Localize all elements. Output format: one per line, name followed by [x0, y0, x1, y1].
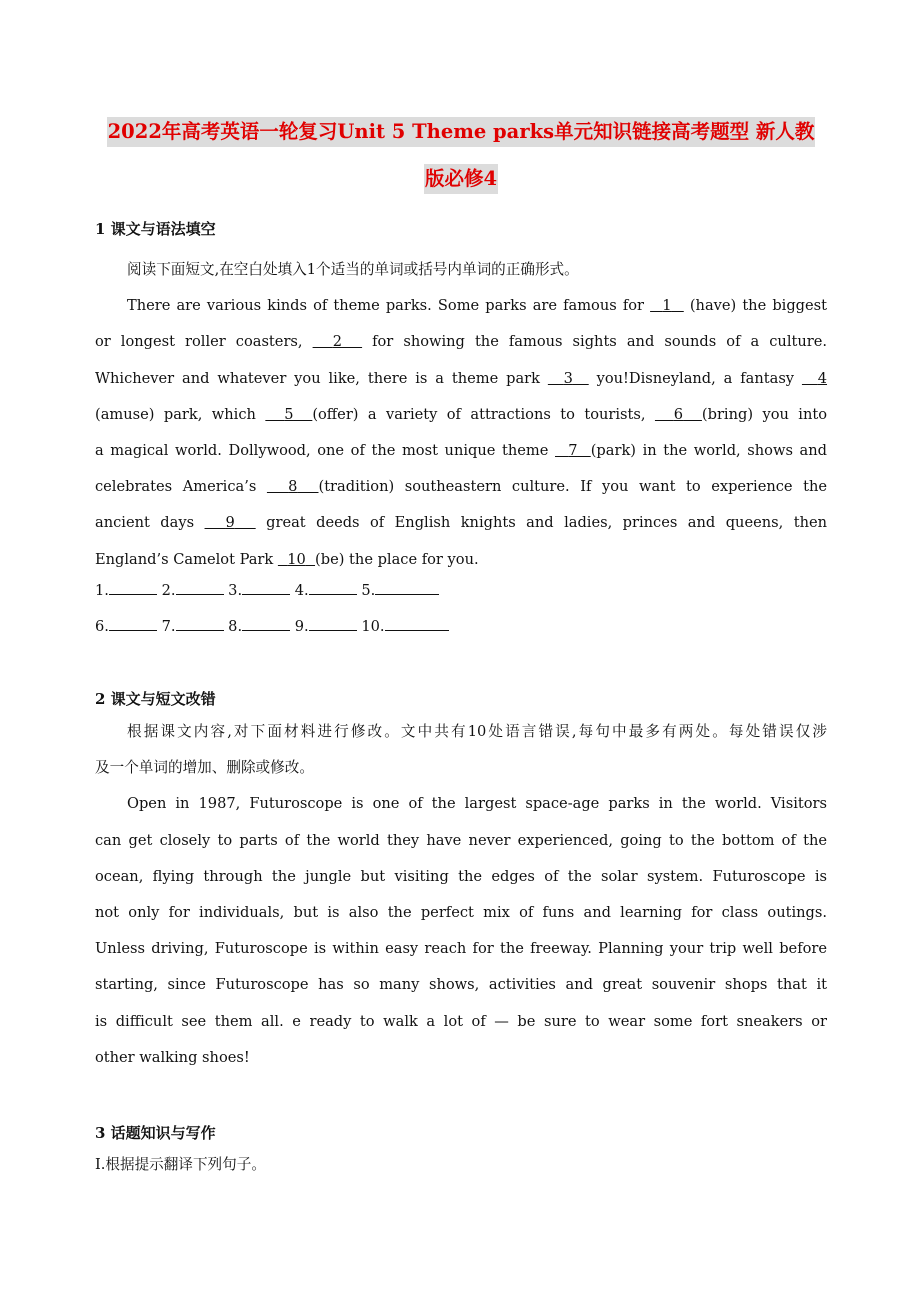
section-1-heading: 1 课文与语法填空	[95, 220, 216, 238]
answer-row-2: 6. 7. 8. 9. 10.	[95, 616, 449, 635]
passage-line: ancient days 9 great deeds of English knights and ladies, princes and queens, then	[95, 514, 828, 532]
blank-3: 3	[563, 369, 573, 387]
section-2-instruction-line-1: 根据课文内容,对下面材料进行修改。文中共有10处语言错误,每句中最多有两处。每处错误仅涉	[127, 723, 827, 740]
title-line-2: 版必修4	[424, 164, 498, 194]
blank-8: 8	[288, 478, 298, 496]
section-2-body	[95, 714, 827, 1076]
title-line-1: 2022年高考英语一轮复习Unit 5 Theme parks单元知识链接高考题型 新人教	[107, 117, 816, 147]
blank-1: 1	[662, 297, 672, 315]
passage-line: England’s Camelot Park 10 (be) the place for you.	[95, 550, 479, 568]
correction-line: Unless driving, Futuroscope is within easy reach for the freeway. Planning your trip well before	[95, 940, 827, 958]
passage-line: a magical world. Dollywood, one of the most unique theme 7 (park) in the world, shows and	[95, 441, 827, 459]
blank-4: 4	[817, 369, 828, 387]
passage-line: or longest roller coasters, 2 for showing the famous sights and sounds of a culture.	[95, 333, 828, 351]
passage-line: There are various kinds of theme parks. Some parks are famous for 1 (have) the biggest	[127, 297, 827, 315]
blank-2: 2	[332, 333, 342, 351]
section-3-subheading: Ⅰ.根据提示翻译下列句子。	[95, 1156, 266, 1173]
blank-6: 6	[673, 405, 684, 423]
section-1-instruction: 阅读下面短文,在空白处填入1个适当的单词或括号内单词的正确形式。	[127, 261, 579, 278]
section-1-passage	[95, 252, 827, 578]
blank-7: 7	[568, 441, 578, 459]
blank-9: 9	[225, 514, 235, 532]
document-title	[95, 117, 827, 194]
correction-line: can get closely to parts of the world they have never experienced, going to the bottom of the	[95, 831, 827, 849]
section-2-heading: 2 课文与短文改错	[95, 690, 216, 708]
passage-line: (amuse) park, which 5 (offer) a variety of attractions to tourists, 6 (bring) you into	[95, 405, 828, 423]
blank-10: 10	[287, 550, 306, 568]
passage-line: celebrates America’s 8 (tradition) southeastern culture. If you want to experience the	[95, 478, 828, 496]
blank-5: 5	[284, 405, 294, 423]
section-2-instruction-line-2: 及一个单词的增加、删除或修改。	[95, 759, 314, 777]
correction-line: Open in 1987, Futuroscope is one of the largest space-age parks in the world. Visitors	[127, 795, 827, 813]
correction-line: is difficult see them all. e ready to walk a lot of — be sure to wear some fort sneakers or	[95, 1012, 827, 1030]
answer-row-1: 1. 2. 3. 4. 5.	[95, 580, 439, 599]
correction-line: starting, since Futuroscope has so many shows, activities and great souvenir shops that it	[95, 976, 827, 994]
correction-line: other walking shoes!	[95, 1048, 250, 1066]
passage-line: Whichever and whatever you like, there is a theme park 3 you!Disneyland, a fantasy 4	[95, 369, 828, 387]
correction-line: ocean, flying through the jungle but visiting the edges of the solar system. Futuroscope is	[95, 867, 827, 885]
correction-line: not only for individuals, but is also the perfect mix of funs and learning for class outings.	[95, 903, 827, 921]
section-3-heading: 3 话题知识与写作	[95, 1124, 216, 1142]
